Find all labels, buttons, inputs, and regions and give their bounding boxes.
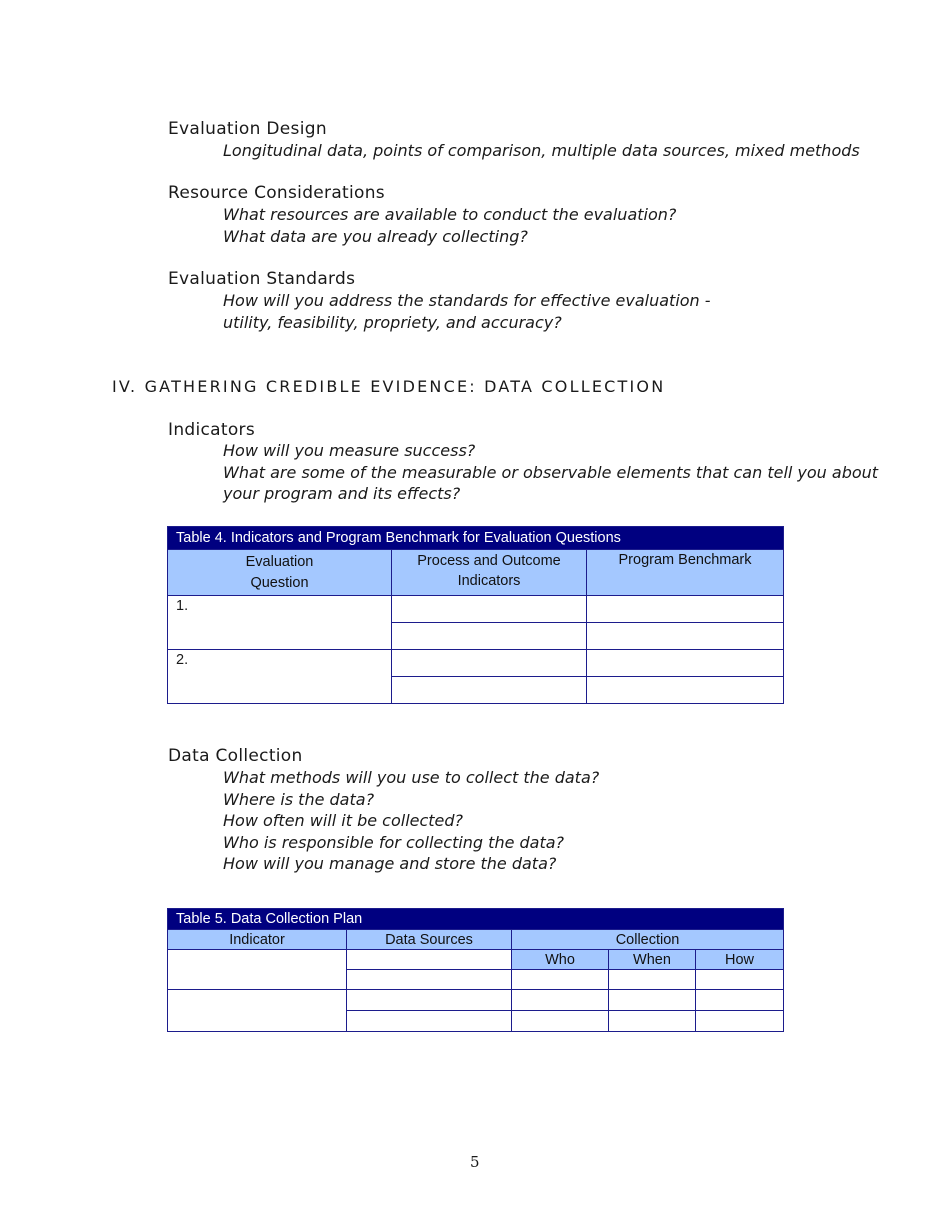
table-cell[interactable] — [696, 1011, 784, 1032]
table-cell[interactable] — [347, 990, 512, 1011]
header-line: Indicators — [457, 573, 521, 589]
indicators-line: What are some of the measurable or observable elements that can tell you about — [223, 462, 879, 482]
table-cell[interactable] — [587, 623, 784, 650]
table-5-header-when: When — [609, 950, 696, 970]
resource-line: What resources are available to conduct the evaluation? — [223, 205, 677, 224]
evaluation-standards-heading: Evaluation Standards — [168, 269, 356, 289]
table-cell[interactable] — [392, 596, 587, 623]
indicators-text — [223, 440, 878, 505]
header-line: Process and Outcome — [417, 553, 561, 569]
table-cell[interactable] — [587, 596, 784, 623]
section-title: IV. GATHERING CREDIBLE EVIDENCE: DATA COLLECTION — [112, 377, 666, 396]
table-4-row-2-label[interactable]: 2. — [168, 650, 392, 704]
table-4-caption: Table 4. Indicators and Program Benchmark for Evaluation Questions — [168, 527, 784, 550]
table-cell[interactable] — [609, 1011, 696, 1032]
table-cell[interactable] — [347, 1011, 512, 1032]
table-5-header-who: Who — [512, 950, 609, 970]
resource-considerations-text — [223, 204, 676, 247]
data-collection-heading: Data Collection — [168, 746, 303, 766]
table-cell[interactable] — [347, 970, 512, 990]
table-cell[interactable] — [587, 650, 784, 677]
table-5-header-sources: Data Sources — [347, 930, 512, 950]
table-cell[interactable] — [512, 990, 609, 1011]
table-cell[interactable] — [392, 650, 587, 677]
table-5-header-collection: Collection — [512, 930, 784, 950]
table-cell[interactable] — [609, 990, 696, 1011]
resource-considerations-heading: Resource Considerations — [168, 183, 385, 203]
standards-line: How will you address the standards for effective evaluation - — [223, 291, 711, 310]
table-cell[interactable] — [168, 950, 347, 990]
evaluation-design-heading: Evaluation Design — [168, 119, 327, 139]
resource-line: What data are you already collecting? — [223, 226, 528, 246]
indicators-heading: Indicators — [168, 420, 255, 440]
data-collection-line: Where is the data? — [223, 789, 375, 809]
table-cell[interactable] — [587, 677, 784, 704]
data-collection-line: How often will it be collected? — [223, 811, 464, 830]
evaluation-standards-text — [223, 290, 711, 333]
table-4-header-benchmark: Program Benchmark — [587, 550, 784, 596]
table-4-header-question — [168, 550, 392, 596]
data-collection-line: Who is responsible for collecting the data? — [223, 832, 565, 852]
table-5-header-indicator: Indicator — [168, 930, 347, 950]
table-cell[interactable] — [392, 623, 587, 650]
evaluation-design-line: Longitudinal data, points of comparison, multiple data sources, mixed methods — [223, 141, 860, 160]
table-cell[interactable] — [392, 677, 587, 704]
header-line: Question — [250, 575, 309, 591]
table-5-caption: Table 5. Data Collection Plan — [168, 909, 784, 930]
indicators-line: your program and its effects? — [223, 484, 461, 503]
page-number: 5 — [470, 1153, 480, 1171]
table-cell[interactable] — [696, 990, 784, 1011]
table-cell[interactable] — [512, 970, 609, 990]
table-cell[interactable] — [696, 970, 784, 990]
table-cell[interactable] — [168, 990, 347, 1032]
table-cell[interactable] — [609, 970, 696, 990]
table-cell[interactable] — [512, 1011, 609, 1032]
table-5-header-how: How — [696, 950, 784, 970]
standards-line: utility, feasibility, propriety, and accuracy? — [223, 312, 562, 332]
data-collection-text — [223, 767, 599, 875]
table-cell[interactable] — [347, 950, 512, 970]
header-line: Evaluation — [245, 554, 314, 570]
table-4 — [167, 526, 784, 704]
data-collection-line: What methods will you use to collect the data? — [223, 768, 600, 787]
data-collection-line: How will you manage and store the data? — [223, 854, 557, 873]
table-5 — [167, 908, 784, 1032]
table-4-row-1-label[interactable]: 1. — [168, 596, 392, 650]
evaluation-design-text — [223, 140, 860, 162]
indicators-line: How will you measure success? — [223, 441, 476, 460]
table-4-header-indicators — [392, 550, 587, 596]
